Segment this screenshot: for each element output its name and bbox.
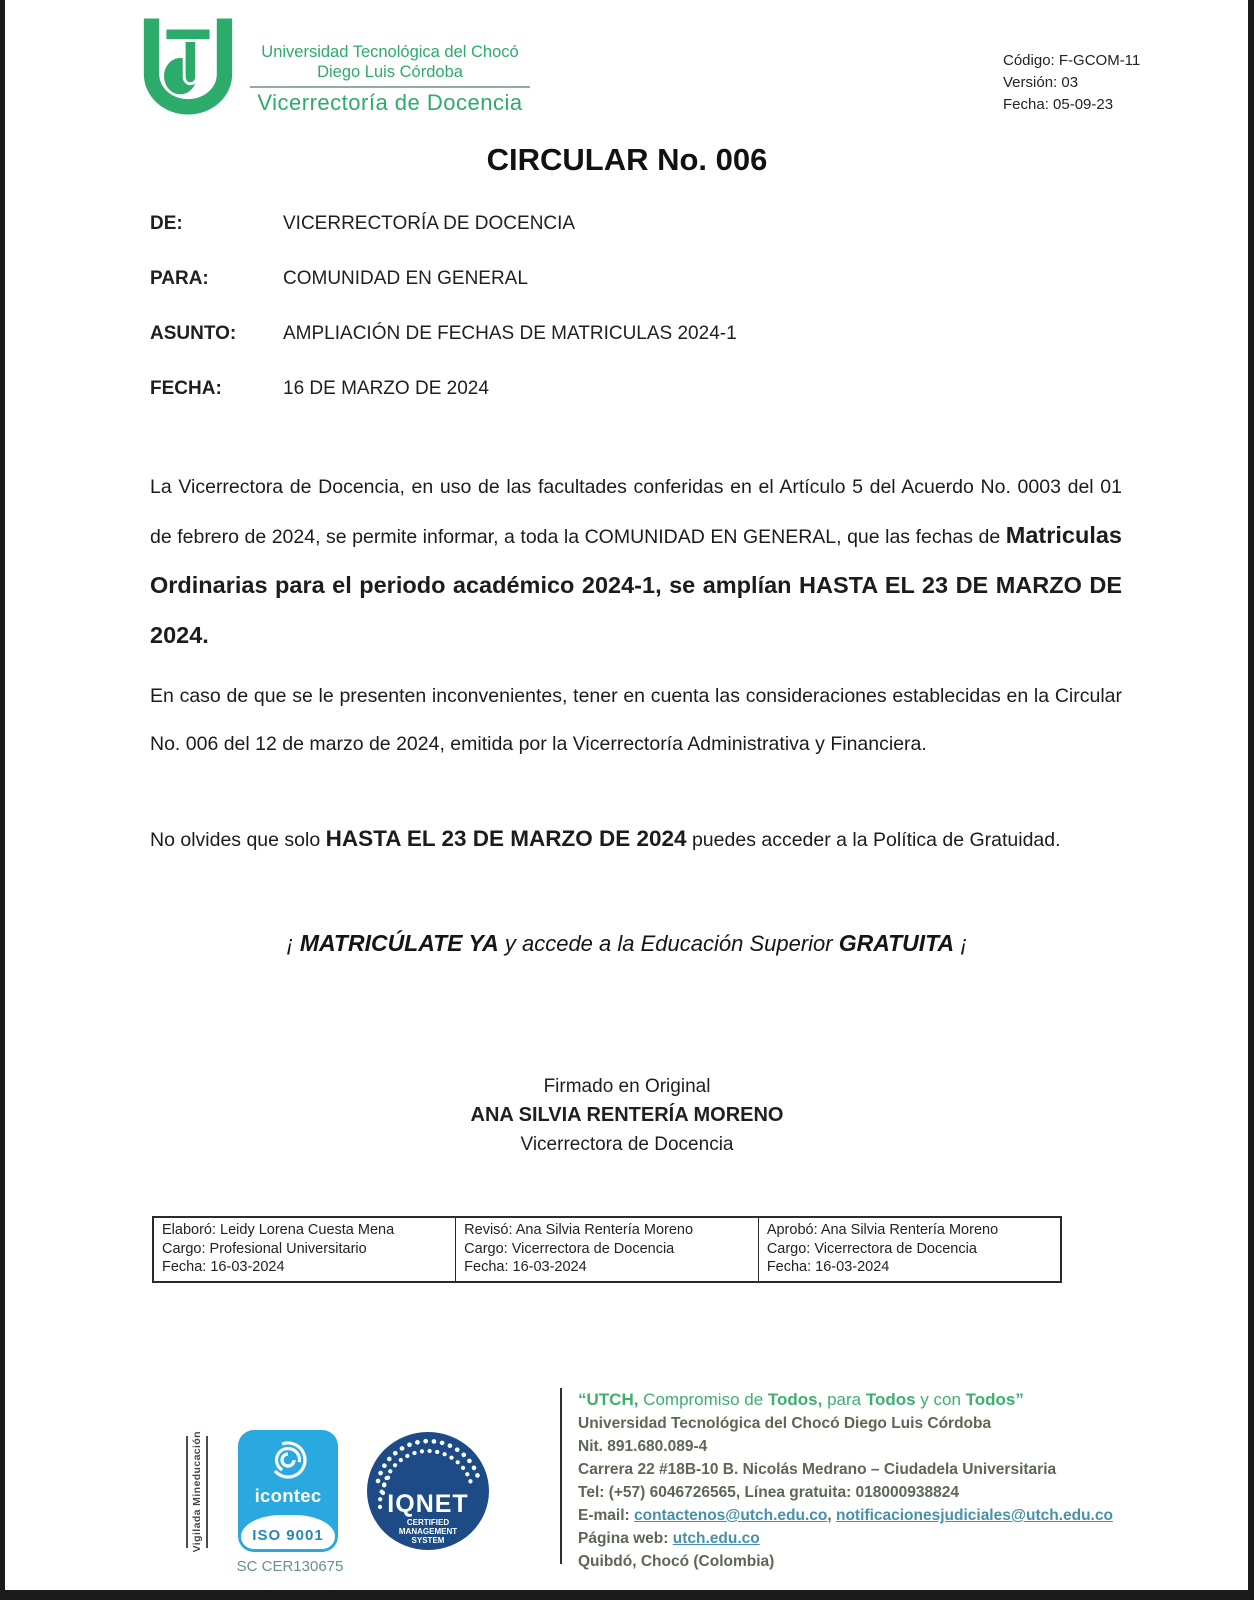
- approval-table: [152, 1216, 1062, 1283]
- footer-address: Carrera 22 #18B-10 B. Nicolás Medrano – Ciudadela Universitaria: [578, 1461, 1057, 1478]
- department-name: Vicerrectoría de Docencia: [257, 90, 523, 115]
- header-text: [244, 16, 536, 116]
- field-row-para: [150, 268, 1130, 290]
- header-rule: [250, 86, 530, 88]
- footer-nit: Nit. 891.680.089-4: [578, 1438, 708, 1455]
- field-row-de: [150, 213, 1130, 235]
- cta-line: ¡ MATRICÚLATE YA y accede a la Educación Superior GRATUITA ¡: [286, 930, 968, 956]
- field-row-asunto: [150, 323, 1130, 345]
- footer-quote: “UTCH, Compromiso de Todos, para Todos y con Todos”: [578, 1390, 1024, 1409]
- page-frame-left: [0, 0, 5, 1600]
- page-frame-bottom: [0, 1590, 1254, 1600]
- signature-block: [0, 1072, 1254, 1159]
- certificate-number: SC CER130675: [236, 1558, 344, 1575]
- footer-contact-block: [578, 1388, 1138, 1573]
- approval-cell-elaboro: Elaboró: Leidy Lorena Cuesta Mena Cargo: Profesional Universitario Fecha: 16-03-2024: [162, 1222, 395, 1275]
- footer-phone: Tel: (+57) 6046726565, Línea gratuita: 018000938824: [578, 1484, 959, 1501]
- university-name-line2: Diego Luis Córdoba: [317, 63, 463, 81]
- university-name-line1: Universidad Tecnológica del Chocó: [261, 43, 519, 61]
- page-frame-right: [1248, 0, 1254, 1600]
- svg-text:IQNET: IQNET: [387, 1490, 469, 1518]
- svg-text:SYSTEM: SYSTEM: [411, 1536, 445, 1545]
- field-label: PARA:: [150, 268, 209, 289]
- field-label: FECHA:: [150, 378, 222, 399]
- header: [140, 16, 536, 118]
- body-paragraph-3: No olvides que solo HASTA EL 23 DE MARZO DE 2024 puedes acceder a la Política de Gratuidad.: [150, 825, 1061, 851]
- doc-date: Fecha: 05-09-23: [1003, 96, 1114, 113]
- footer-university-name: Universidad Tecnológica del Chocó Diego Luis Córdoba: [578, 1415, 992, 1432]
- iqnet-logo: [366, 1431, 490, 1551]
- email-link-contactenos[interactable]: contactenos@utch.edu.co: [633, 1507, 828, 1524]
- table-row: [153, 1217, 1061, 1282]
- body-paragraph-2: En caso de que se le presenten inconvenientes, tener en cuenta las consideraciones establecidas en la Circular No. 006 del 12 de marzo de 2024, emitida por la Vicerrectoría Administrativa y Financiera.: [150, 684, 1122, 755]
- field-value: AMPLIACIÓN DE FECHAS DE MATRICULAS 2024-1: [283, 323, 737, 344]
- circular-title: CIRCULAR No. 006: [486, 142, 768, 177]
- web-link[interactable]: utch.edu.co: [672, 1530, 760, 1547]
- footer-divider: [560, 1388, 562, 1564]
- signature-role: Vicerrectora de Docencia: [520, 1134, 734, 1155]
- doc-code: Código: F-GCOM-11: [1003, 52, 1141, 69]
- svg-text:MANAGEMENT: MANAGEMENT: [398, 1527, 458, 1536]
- doc-meta-block: [1003, 50, 1140, 116]
- signature-note: Firmado en Original: [543, 1076, 711, 1097]
- svg-text:CERTIFIED: CERTIFIED: [406, 1518, 450, 1527]
- approval-cell-reviso: Revisó: Ana Silvia Rentería Moreno Cargo: Vicerrectora de Docencia Fecha: 16-03-2024: [456, 1217, 759, 1282]
- field-value: COMUNIDAD EN GENERAL: [283, 268, 528, 289]
- signature-name: ANA SILVIA RENTERÍA MORENO: [470, 1104, 784, 1126]
- field-label: ASUNTO:: [150, 323, 237, 344]
- utch-logo-icon: [140, 16, 236, 118]
- field-value: VICERRECTORÍA DE DOCENCIA: [283, 213, 576, 234]
- field-label: DE:: [150, 213, 183, 234]
- approval-cell-aprobo: Aprobó: Ana Silvia Rentería Moreno Cargo: Vicerrectora de Docencia Fecha: 16-03-2024: [758, 1217, 1061, 1282]
- iso-9001-label: ISO 9001: [241, 1515, 335, 1549]
- field-list: [150, 213, 1130, 433]
- footer-info: [578, 1412, 1138, 1573]
- body-paragraph-1: La Vicerrectora de Docencia, en uso de las facultades conferidas en el Artículo 5 del Acuerdo No. 0003 del 01 de febrero de 2024, se permite informar, a toda la COMUNIDAD EN GENERAL, que las fechas de Matriculas Ordinarias para el periodo académico 2024-1, se amplían HASTA EL 23 DE MARZO DE 2024.: [150, 475, 1122, 648]
- icontec-swirl-icon: [266, 1438, 310, 1482]
- field-row-fecha: [150, 378, 1130, 400]
- field-value: 16 DE MARZO DE 2024: [283, 378, 489, 399]
- footer-web-line: Página web: utch.edu.co: [578, 1530, 760, 1547]
- icontec-wordmark: icontec: [254, 1485, 322, 1506]
- vigilada-label: Vigilada Mineducación: [186, 1436, 208, 1548]
- email-link-notificaciones[interactable]: notificacionesjudiciales@utch.edu.co: [836, 1507, 1113, 1524]
- footer-city: Quibdó, Chocó (Colombia): [578, 1553, 775, 1570]
- doc-version: Versión: 03: [1003, 74, 1079, 91]
- icontec-logo: [238, 1430, 338, 1552]
- footer-email-line: E-mail: contactenos@utch.edu.co, notificacionesjudiciales@utch.edu.co: [578, 1507, 1113, 1524]
